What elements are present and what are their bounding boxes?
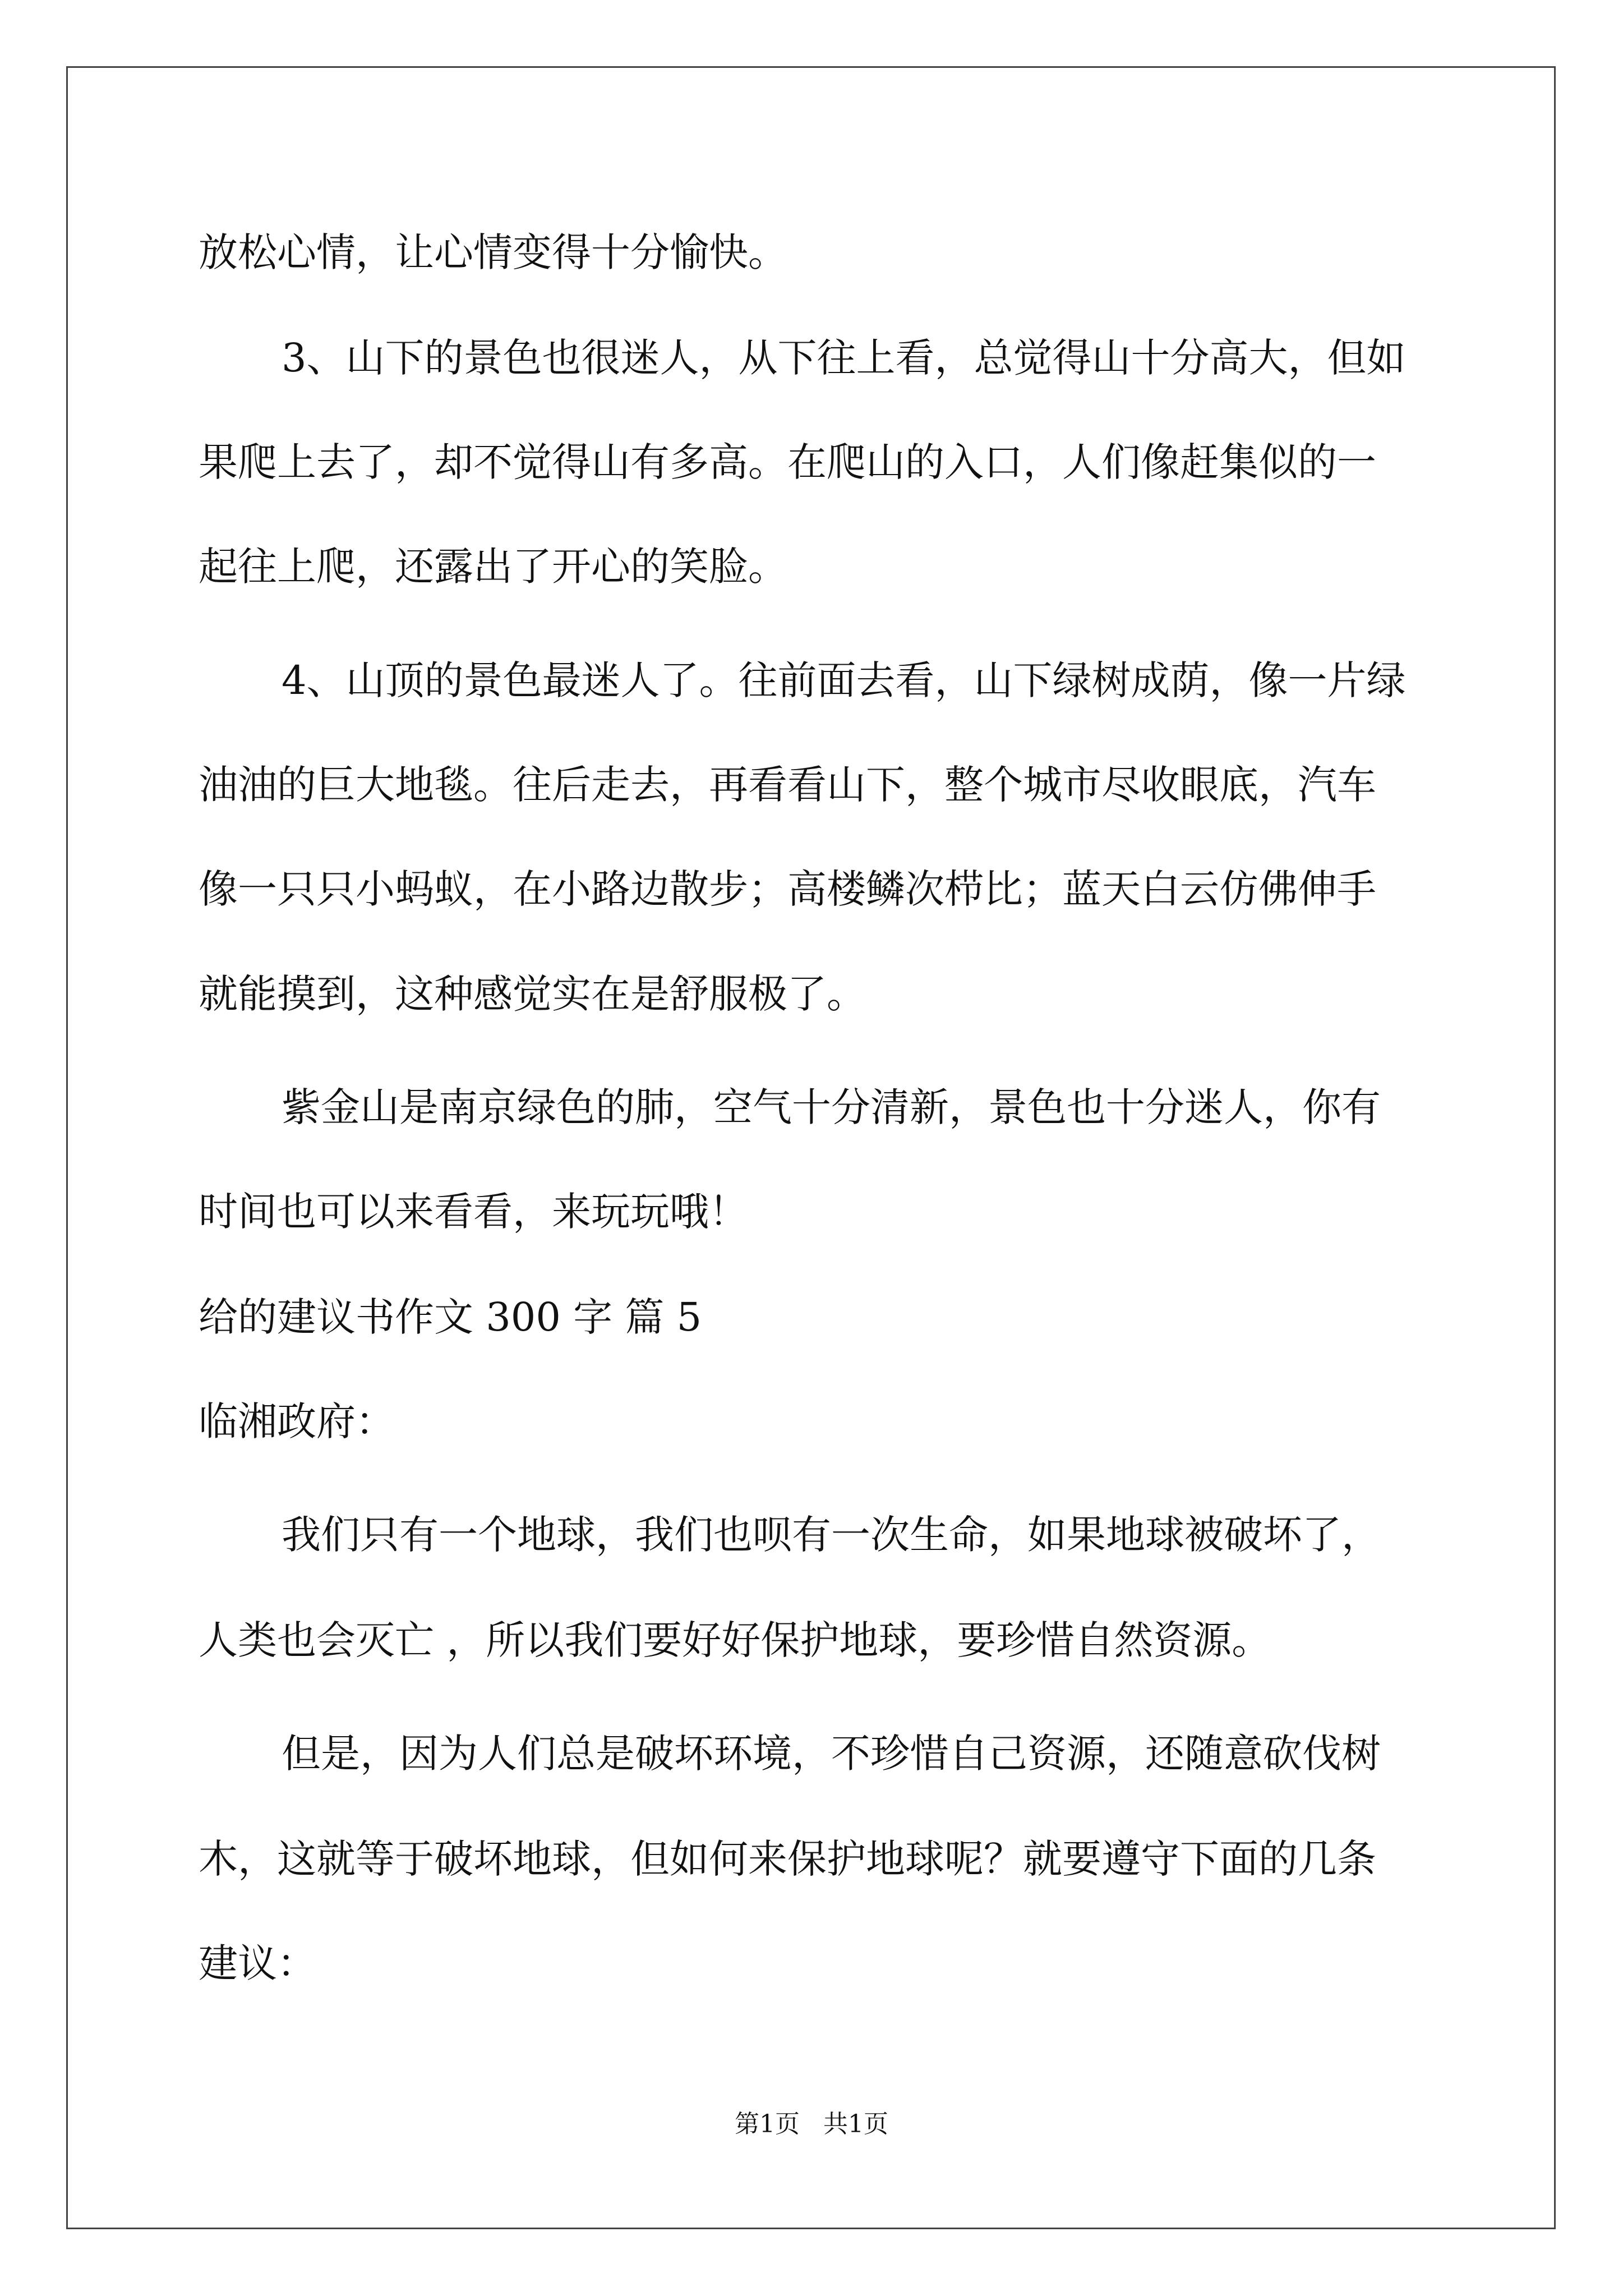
section-heading: 给的建议书作文 300 字 篇 5 — [199, 1294, 702, 1340]
text-line: 像一只只小蚂蚁，在小路边散步；高楼鳞次栉比；蓝天白云仿佛伸手 — [199, 866, 1376, 912]
text-line: 时间也可以来看看，来玩玩哦！ — [199, 1189, 748, 1235]
text-line: 木，这就等于破坏地球，但如何来保护地球呢？就要遵守下面的几条 — [199, 1836, 1376, 1882]
salutation: 临湘政府： — [199, 1398, 395, 1444]
text-line: 油油的巨大地毯。往后走去，再看看山下，整个城市尽收眼底，汽车 — [199, 762, 1376, 808]
text-line: 人类也会灭亡 ，所以我们要好好保护地球，要珍惜自然资源。 — [199, 1617, 1271, 1663]
text-line: 但是，因为人们总是破坏环境，不珍惜自己资源，还随意砍伐树 — [282, 1731, 1381, 1777]
text-line: 4、山顶的景色最迷人了。往前面去看，山下绿树成荫，像一片绿 — [282, 657, 1406, 703]
page-border — [66, 66, 1556, 2229]
text-line: 果爬上去了，却不觉得山有多高。在爬山的入口，人们像赶集似的一 — [199, 439, 1376, 485]
text-line: 我们只有一个地球，我们也呗有一次生命，如果地球被破坏了， — [282, 1512, 1381, 1558]
text-line: 紫金山是南京绿色的肺，空气十分清新，景色也十分迷人，你有 — [282, 1084, 1381, 1130]
text-line: 起往上爬，还露出了开心的笑脸。 — [199, 544, 787, 590]
text-line: 3、山下的景色也很迷人，从下往上看，总觉得山十分高大，但如 — [282, 335, 1406, 381]
text-line: 放松心情，让心情变得十分愉快。 — [199, 229, 787, 275]
text-line: 建议： — [199, 1940, 316, 1986]
text-line: 就能摸到，这种感觉实在是舒服极了。 — [199, 971, 866, 1017]
page-number: 第1页 共1页 — [735, 2110, 888, 2138]
